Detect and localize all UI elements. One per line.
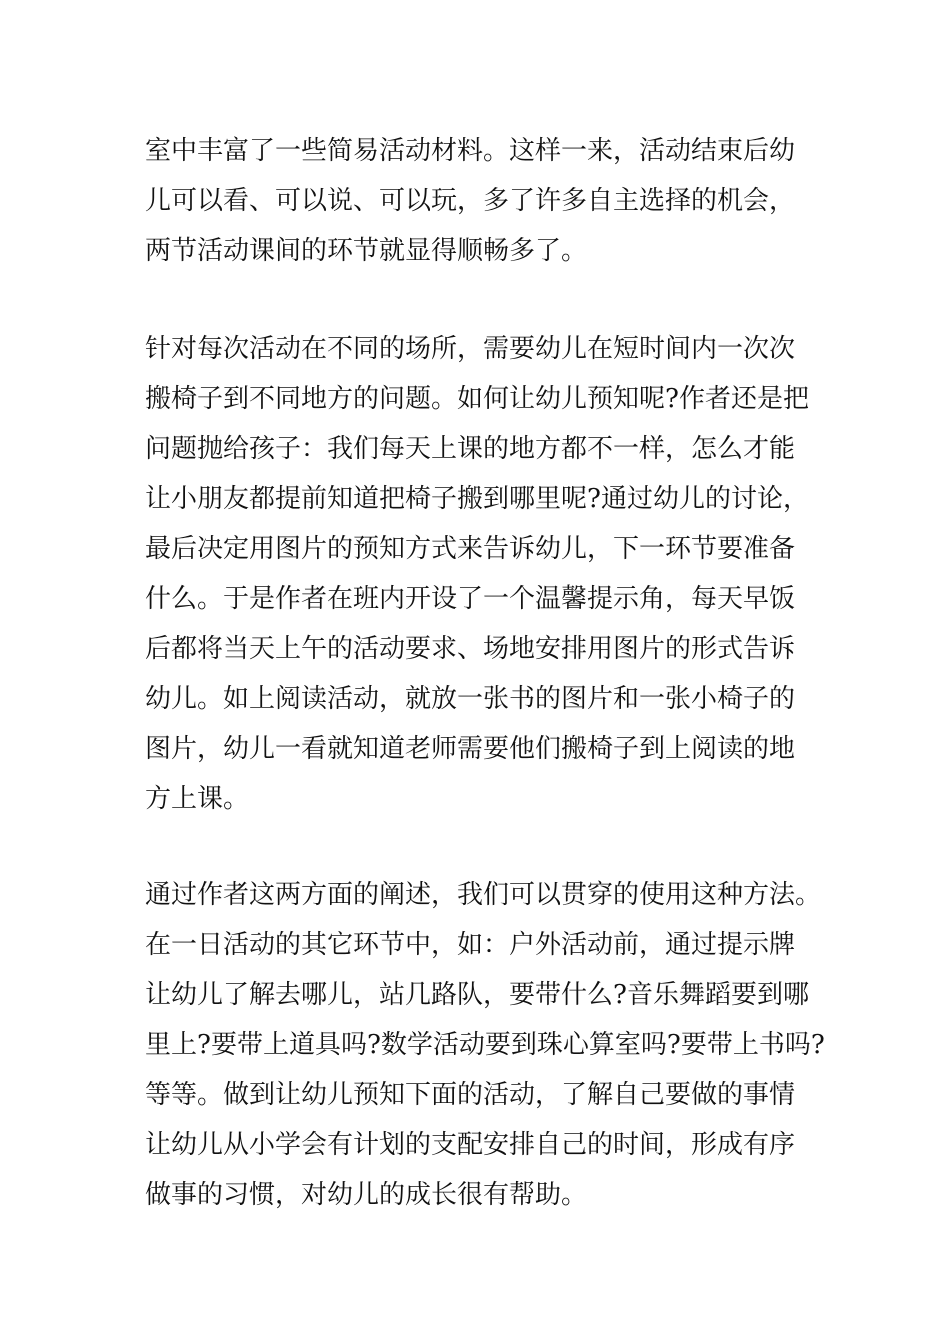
paragraph-2-line-1: 针对每次活动在不同的场所，需要幼儿在短时间内一次次 bbox=[145, 334, 796, 364]
paragraph-2-line-8: 幼儿。如上阅读活动，就放一张书的图片和一张小椅子的 bbox=[145, 684, 796, 714]
paragraph-2-line-9: 图片，幼儿一看就知道老师需要他们搬椅子到上阅读的地 bbox=[145, 734, 796, 764]
paragraph-3-line-4: 里上?要带上道具吗?数学活动要到珠心算室吗?要带上书吗? bbox=[145, 1030, 825, 1060]
paragraph-3-line-5: 等等。做到让幼儿预知下面的活动，了解自己要做的事情 bbox=[145, 1080, 796, 1110]
paragraph-2-line-5: 最后决定用图片的预知方式来告诉幼儿，下一环节要准备 bbox=[145, 534, 796, 564]
paragraph-3-line-6: 让幼儿从小学会有计划的支配安排自己的时间，形成有序 bbox=[145, 1130, 796, 1160]
paragraph-2-line-2: 搬椅子到不同地方的问题。如何让幼儿预知呢?作者还是把 bbox=[145, 384, 809, 414]
paragraph-1-line-1: 室中丰富了一些简易活动材料。这样一来，活动结束后幼 bbox=[145, 136, 796, 166]
paragraph-3-line-2: 在一日活动的其它环节中，如：户外活动前，通过提示牌 bbox=[145, 930, 796, 960]
paragraph-2-line-10: 方上课。 bbox=[145, 784, 250, 814]
paragraph-2-line-4: 让小朋友都提前知道把椅子搬到哪里呢?通过幼儿的讨论， bbox=[145, 484, 809, 514]
paragraph-3-line-7: 做事的习惯，对幼儿的成长很有帮助。 bbox=[145, 1180, 588, 1210]
paragraph-1-line-2: 儿可以看、可以说、可以玩，多了许多自主选择的机会， bbox=[145, 186, 796, 216]
paragraph-1-line-3: 两节活动课间的环节就显得顺畅多了。 bbox=[145, 236, 588, 266]
paragraph-2-line-7: 后都将当天上午的活动要求、场地安排用图片的形式告诉 bbox=[145, 634, 796, 664]
paragraph-3-line-3: 让幼儿了解去哪儿，站几路队，要带什么?音乐舞蹈要到哪 bbox=[145, 980, 809, 1010]
paragraph-3-line-1: 通过作者这两方面的阐述，我们可以贯穿的使用这种方法。 bbox=[145, 880, 822, 910]
paragraph-2-line-3: 问题抛给孩子：我们每天上课的地方都不一样，怎么才能 bbox=[145, 434, 796, 464]
paragraph-2-line-6: 什么。于是作者在班内开设了一个温馨提示角，每天早饭 bbox=[145, 584, 796, 614]
